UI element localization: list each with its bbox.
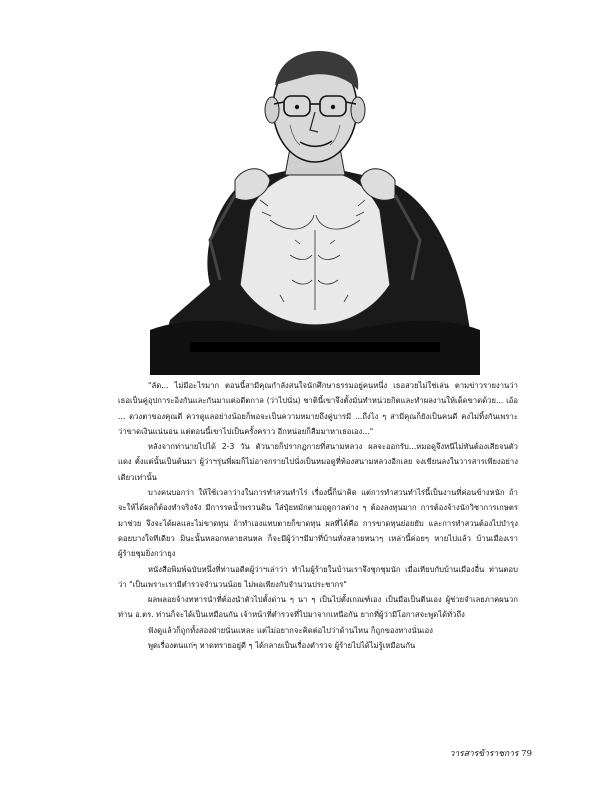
article-paragraph: ผลพลอยจ้างทหารนำที่ต้องนำตัวไปตั้งด่าน ๆ นา ๆ เป็นไปตั้งเกณฑ์เอง เป็นมือเป็นตีนเอง ผู้ช่วยจำเลยภาคผนวกท่าน อ.ตร. ท่านก็จะได้เป็นเหมือนกัน เจ้าหน้าที่ตำรวจที่ไปมาจากเหนือกัน ยากที่ผู้ว่ามีโอกาสจะพูดได้ทั่วถึง	[118, 595, 518, 620]
page-footer	[450, 746, 532, 760]
page-number: 79	[521, 749, 532, 759]
article-paragraph: พูดเรื่องตนแก่ๆ หาดทรายอยู่ดี ๆ ได้กลายเป็นเรื่องตำรวจ ผู้ร้ายไปได้ไม่รู้เหมือนกัน	[148, 641, 416, 651]
article-paragraph: ฟังดูแล้วก็ถูกทั้งสองฝ่ายนั่นแหละ แต่ไม่อยากจะคิดต่อไปว่าด้านไหน ก็ถูกของทางนั่นเอง	[148, 625, 433, 635]
article-paragraph: "ลัด... ไม่มีอะไรมาก ตอนนี้สามีคุณกำลังสนใจนักศึกษาธรรมอยู่คนหนึ่ง เธอสวยไม่ใช่เล่น ตามข่าวรายงานว่า เธอเป็นคู่อุปการะอิงกันและกันมาแต่อดีตกาล (ว่าไปนั่น) ชาตินี้เขาจึงตั้งมั่นทำหน่วยกิตและทำผลงานให้เด็ดขาดด้วย... เอ้อ ... ดวงตาของคุณดี ควรดูแลอย่างน้อยก็พอจะเป็นความหมายถึงคู่บารมี ...ถึงไง ๆ สามีคุณก็ยังเป็นคนดี คงไม่ทิ้งกันเพราะว่าขาดเงินแน่นอน แต่ตอนนี้เขาไปเป็นครั้งคราว อีกหน่อยก็ลืมมาหาเธอเอง..."	[118, 381, 518, 436]
caricature-illustration	[150, 30, 480, 375]
article-paragraph: หลังจากท่านายไปได้ 2-3 วัน ตัวนายก็ปรากฏกายที่สนามหลวง ผลจะออกรับ...หมอดูจึงหนีไม่ทันต้องเสียจนตัวแดง ตั้งแต่นั้นเป็นต้นมา ผู้ว่าฯรุ่นพี่ผมก็ไม่อาจกรายไปนั่งเป็นหมอดูที่ท้องสนามหลวงอีกเลย จงเขียนลงในวารสารเพียงอย่างเดียวเท่านั้น	[118, 442, 518, 482]
article-paragraph: หนังสือพิมพ์ฉบับหนึ่งที่ท่านอดีตผู้ว่าฯเล่าว่า ทำไมผู้ร้ายในบ้านเราจึงชุกชุมนัก เมื่อเทียบกับบ้านเมืองอื่น ท่านตอบว่า "เป็นเพราะเรามีตำรวจจำนวนน้อย ไม่พอเพียงกับจำนวนประชากร"	[118, 564, 518, 589]
article-paragraph: บางคนบอกว่า ให้ใช้เวลาว่างในการทำสวนทำไร่ เรื่องนี้ก็น่าคิด แต่การทำสวนทำไร่นี้เป็นงานที่ค่อนข้างหนัก ถ้าจะให้ได้ผลก็ต้องทำจริงจัง มีการรดน้ำพรวนดิน ใส่ปุ๋ยหมักตามฤดูกาลต่าง ๆ ต้องลงทุนมาก การต้องจ้างนักวิชาการเกษตรมาช่วย จึงจะได้ผลและไม่ขาดทุน ถ้าทำเองแทบตายก็ขาดทุน ผลที่ได้คือ การขาดทุนย่อยยับ และการทำสวนต้องไปบำรุงดอยบางใจทีเดียว มินะนั้นหลอกหลายสนหล ก็จะมีผู้ว่าฯมีมาที่บ้านทั่งสลายหนาๆ เหล่านี้ค่อยๆ หายไปแล้ว บ้านเมืองเรา ผู้ร้ายชุมยิ่งกว่ายุง	[118, 488, 518, 559]
article-body	[118, 378, 518, 653]
magazine-name: วารสารข้าราชการ	[449, 749, 519, 759]
